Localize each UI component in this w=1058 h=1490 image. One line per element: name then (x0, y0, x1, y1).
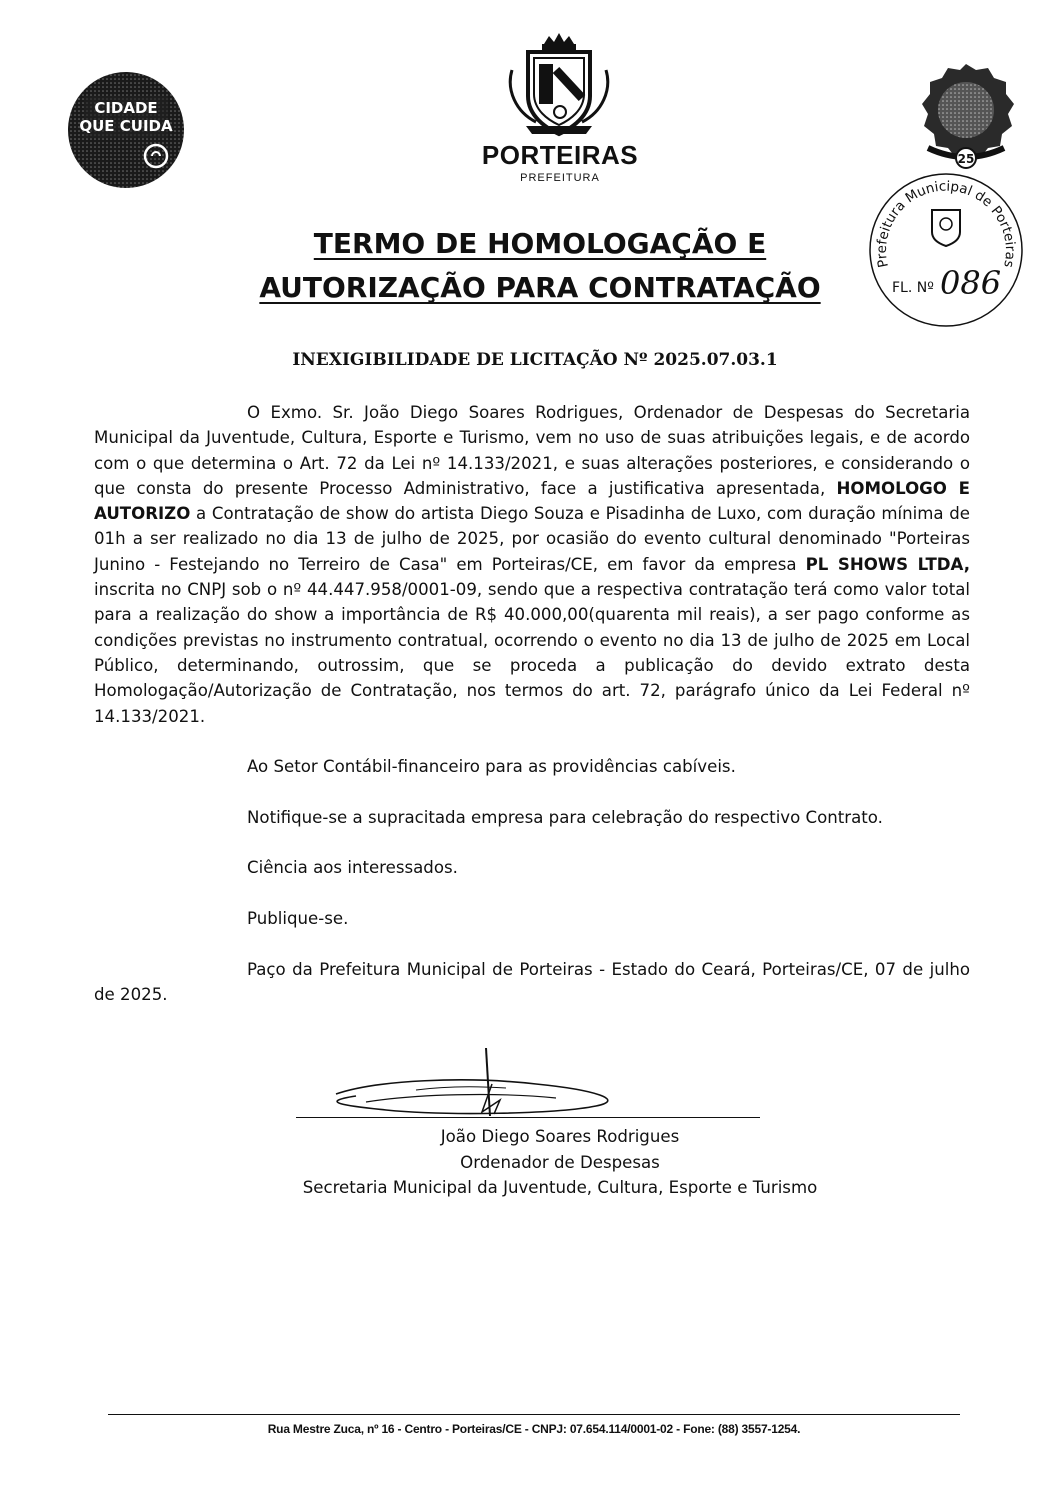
homologo-autorizo-bold: HOMOLOGO E AUTORIZO (94, 478, 970, 524)
document-subtitle: INEXIGIBILIDADE DE LICITAÇÃO Nº 2025.07.03.1 (292, 350, 778, 370)
badge-line1: CIDADE (94, 99, 158, 117)
brand-subtitle: PREFEITURA (520, 172, 600, 184)
title-line-1: TERMO DE HOMOLOGAÇÃO E (313, 227, 767, 260)
municipal-seal (906, 60, 1026, 170)
brand-name: PORTEIRAS (481, 140, 639, 170)
main-paragraph-part-c: a Contratação de show do artista Diego Souza e Pisadinha de Luxo, com duração mínima de 01h a ser realizado no dia 13 de julho de 2025, por ocasião do evento cultural denominado "Porteiras Junino - Festejando no Terreiro de Casa" em Porteiras/CE, em favor da empresa (94, 504, 970, 574)
footer-divider (108, 1414, 960, 1415)
main-paragraph-part-a: O Exmo. Sr. João Diego Soares Rodrigues, Ordenador de Despesas do Secretaria Municipal da Juventude, Cultura, Esporte e Turismo, vem no uso de suas atribuições legais, e de acordo com o que determina o Art. 72 da Lei nº 14.133/2021, e suas alterações posteriores, e considerando o que consta do presente Processo Administrativo, face a justificativa apresentada, (94, 403, 970, 498)
signer-role: Ordenador de Despesas (460, 1152, 660, 1172)
stamp-fl-label: FL. Nº (892, 280, 934, 296)
paragraph-paco-date: Paço da Prefeitura Municipal de Porteiras - Estado do Ceará, Porteiras/CE, 07 de julho de 2025. (94, 960, 970, 1005)
paragraph-notifique: Notifique-se a supracitada empresa para celebração do respectivo Contrato. (247, 807, 883, 827)
badge-line2: QUE CUIDA (79, 117, 173, 135)
title-line-2: AUTORIZAÇÃO PARA CONTRATAÇÃO (259, 271, 821, 304)
company-name-bold: PL SHOWS LTDA, (805, 554, 970, 574)
porteiras-crest-logo (506, 30, 612, 142)
paragraph-setor-contabil: Ao Setor Contábil-financeiro para as providências cabíveis. (247, 756, 736, 776)
crest-icon (506, 30, 612, 142)
seal-badge-icon (906, 60, 1026, 170)
badge-circle-icon (66, 70, 186, 190)
main-paragraph-part-e: inscrita no CNPJ sob o nº 44.447.958/0001-09, sendo que a respectiva contratação terá como valor total para a realização do show a importância de R$ 40.000,00(quarenta mil reais), a ser pago conforme as condições previstas no instrumento contratual, ocorrendo o evento no dia 13 de julho de 2025 em Local Público, determinando, outrossim, que se proceda a publicação do devido extrato desta Homologação/Autorização de Contratação, nos termos do art. 72, parágrafo único da Lei Federal nº 14.133/2021. (94, 580, 970, 726)
signer-department: Secretaria Municipal da Juventude, Cultura, Esporte e Turismo (302, 1178, 818, 1197)
signature-line (296, 1117, 760, 1118)
cidade-que-cuida-badge (66, 70, 186, 190)
seal-number: 25 (957, 152, 975, 166)
stamp-arc-text: Prefeitura Municipal de Porteiras (873, 178, 1019, 270)
document-title (180, 222, 900, 310)
paragraph-ciencia: Ciência aos interessados. (247, 858, 458, 878)
handwritten-signature (296, 1044, 716, 1124)
footer-address: Rua Mestre Zuca, nº 16 - Centro - Porteiras/CE - CNPJ: 07.654.114/0001-02 - Fone: (88) 3557-1254. (267, 1422, 801, 1436)
signature-icon (296, 1044, 716, 1124)
paragraph-publique: Publique-se. (247, 909, 349, 929)
main-paragraph (94, 400, 970, 729)
signer-name: João Diego Soares Rodrigues (440, 1127, 680, 1146)
stamp-fl-number: 086 (940, 264, 1002, 302)
signer-block (200, 1124, 920, 1201)
document-body (94, 400, 970, 1008)
